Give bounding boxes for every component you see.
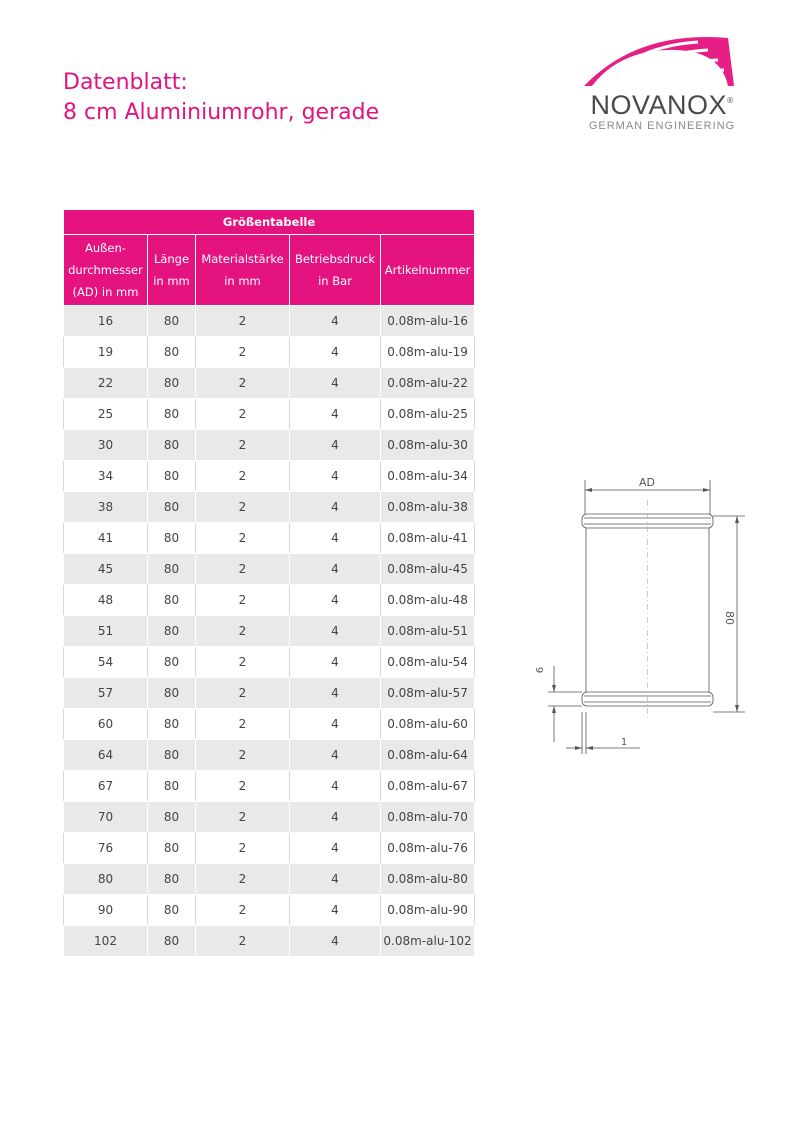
table-cell: 80 bbox=[148, 554, 196, 585]
table-cell: 38 bbox=[64, 492, 148, 523]
document-title bbox=[63, 68, 379, 128]
table-row bbox=[64, 864, 475, 895]
column-header: Außen-durchmesser (AD) in mm bbox=[64, 235, 148, 306]
table-cell: 0.08m-alu-57 bbox=[381, 678, 475, 709]
size-table bbox=[63, 209, 475, 957]
table-cell: 80 bbox=[148, 585, 196, 616]
table-row bbox=[64, 771, 475, 802]
table-cell: 2 bbox=[196, 585, 290, 616]
table-cell: 4 bbox=[290, 461, 381, 492]
dim-label-wall: 1 bbox=[620, 737, 628, 748]
table-row bbox=[64, 306, 475, 337]
table-caption: Größentabelle bbox=[64, 210, 475, 235]
table-row bbox=[64, 368, 475, 399]
table-header-row bbox=[64, 235, 475, 306]
table-cell: 4 bbox=[290, 709, 381, 740]
table-cell: 19 bbox=[64, 337, 148, 368]
table-row bbox=[64, 833, 475, 864]
table-row bbox=[64, 802, 475, 833]
table-cell: 4 bbox=[290, 678, 381, 709]
logo-arcs-icon bbox=[578, 28, 746, 92]
table-cell: 4 bbox=[290, 895, 381, 926]
table-cell: 45 bbox=[64, 554, 148, 585]
table-cell: 80 bbox=[148, 616, 196, 647]
table-row bbox=[64, 430, 475, 461]
column-header: Betriebsdruck in Bar bbox=[290, 235, 381, 306]
table-cell: 0.08m-alu-51 bbox=[381, 616, 475, 647]
column-header: Länge in mm bbox=[148, 235, 196, 306]
table-cell: 0.08m-alu-45 bbox=[381, 554, 475, 585]
column-header: Materialstärke in mm bbox=[196, 235, 290, 306]
table-cell: 0.08m-alu-38 bbox=[381, 492, 475, 523]
table-cell: 2 bbox=[196, 306, 290, 337]
table-cell: 0.08m-alu-16 bbox=[381, 306, 475, 337]
table-cell: 2 bbox=[196, 647, 290, 678]
title-line-1: Datenblatt: bbox=[63, 70, 188, 95]
dim-label-length: 80 bbox=[723, 611, 736, 625]
dim-label-ad: AD bbox=[639, 476, 655, 489]
table-cell: 4 bbox=[290, 554, 381, 585]
table-cell: 4 bbox=[290, 585, 381, 616]
table-cell: 57 bbox=[64, 678, 148, 709]
table-cell: 0.08m-alu-102 bbox=[381, 926, 475, 957]
table-cell: 0.08m-alu-76 bbox=[381, 833, 475, 864]
table-cell: 34 bbox=[64, 461, 148, 492]
table-cell: 2 bbox=[196, 430, 290, 461]
table-cell: 67 bbox=[64, 771, 148, 802]
column-header: Artikelnummer bbox=[381, 235, 475, 306]
table-cell: 2 bbox=[196, 802, 290, 833]
title-line-2: 8 cm Aluminiumrohr, gerade bbox=[63, 100, 380, 125]
table-cell: 0.08m-alu-34 bbox=[381, 461, 475, 492]
table-cell: 80 bbox=[148, 461, 196, 492]
table-cell: 80 bbox=[148, 895, 196, 926]
table-row bbox=[64, 585, 475, 616]
table-cell: 2 bbox=[196, 740, 290, 771]
table-row bbox=[64, 337, 475, 368]
table-row bbox=[64, 492, 475, 523]
table-cell: 4 bbox=[290, 802, 381, 833]
table-cell: 80 bbox=[64, 864, 148, 895]
table-cell: 80 bbox=[148, 833, 196, 864]
table-cell: 4 bbox=[290, 430, 381, 461]
table-cell: 80 bbox=[148, 337, 196, 368]
table-cell: 70 bbox=[64, 802, 148, 833]
table-cell: 4 bbox=[290, 368, 381, 399]
table-cell: 80 bbox=[148, 802, 196, 833]
table-cell: 0.08m-alu-70 bbox=[381, 802, 475, 833]
table-cell: 0.08m-alu-54 bbox=[381, 647, 475, 678]
registered-mark: ® bbox=[727, 96, 734, 105]
table-cell: 4 bbox=[290, 523, 381, 554]
table-cell: 30 bbox=[64, 430, 148, 461]
table-cell: 2 bbox=[196, 895, 290, 926]
table-cell: 2 bbox=[196, 368, 290, 399]
table-cell: 2 bbox=[196, 399, 290, 430]
table-cell: 4 bbox=[290, 399, 381, 430]
table-cell: 102 bbox=[64, 926, 148, 957]
logo-wordmark bbox=[578, 90, 746, 121]
table-cell: 80 bbox=[148, 306, 196, 337]
table-cell: 80 bbox=[148, 492, 196, 523]
table-cell: 80 bbox=[148, 864, 196, 895]
pipe-drawing bbox=[530, 470, 750, 770]
table-cell: 0.08m-alu-67 bbox=[381, 771, 475, 802]
table-body bbox=[64, 306, 475, 957]
table-cell: 48 bbox=[64, 585, 148, 616]
table-cell: 2 bbox=[196, 461, 290, 492]
table-cell: 4 bbox=[290, 926, 381, 957]
table-cell: 80 bbox=[148, 523, 196, 554]
table-row bbox=[64, 554, 475, 585]
table-cell: 2 bbox=[196, 864, 290, 895]
table-cell: 4 bbox=[290, 337, 381, 368]
table-cell: 80 bbox=[148, 926, 196, 957]
table-cell: 0.08m-alu-90 bbox=[381, 895, 475, 926]
table-cell: 80 bbox=[148, 740, 196, 771]
logo-name: NOVANOX bbox=[590, 90, 728, 120]
table-cell: 4 bbox=[290, 647, 381, 678]
table-cell: 2 bbox=[196, 337, 290, 368]
table-cell: 0.08m-alu-41 bbox=[381, 523, 475, 554]
table-cell: 80 bbox=[148, 399, 196, 430]
table-cell: 4 bbox=[290, 833, 381, 864]
table-cell: 2 bbox=[196, 554, 290, 585]
table-row bbox=[64, 616, 475, 647]
table-cell: 4 bbox=[290, 771, 381, 802]
dim-label-bead: 6 bbox=[535, 666, 546, 674]
table-cell: 80 bbox=[148, 368, 196, 399]
table-cell: 80 bbox=[148, 430, 196, 461]
table-row bbox=[64, 895, 475, 926]
table-cell: 2 bbox=[196, 926, 290, 957]
table-cell: 2 bbox=[196, 523, 290, 554]
novanox-logo bbox=[578, 28, 746, 132]
table-cell: 0.08m-alu-64 bbox=[381, 740, 475, 771]
table-cell: 80 bbox=[148, 678, 196, 709]
table-cell: 2 bbox=[196, 833, 290, 864]
logo-tagline: GERMAN ENGINEERING bbox=[588, 120, 736, 132]
table-cell: 54 bbox=[64, 647, 148, 678]
table-cell: 41 bbox=[64, 523, 148, 554]
table-cell: 2 bbox=[196, 678, 290, 709]
table-cell: 0.08m-alu-60 bbox=[381, 709, 475, 740]
table-cell: 2 bbox=[196, 492, 290, 523]
table-cell: 4 bbox=[290, 492, 381, 523]
table-cell: 0.08m-alu-30 bbox=[381, 430, 475, 461]
table-cell: 22 bbox=[64, 368, 148, 399]
table-cell: 4 bbox=[290, 740, 381, 771]
table-cell: 4 bbox=[290, 306, 381, 337]
table-cell: 51 bbox=[64, 616, 148, 647]
table-row bbox=[64, 647, 475, 678]
table-cell: 64 bbox=[64, 740, 148, 771]
table-row bbox=[64, 709, 475, 740]
table-cell: 2 bbox=[196, 771, 290, 802]
table-cell: 0.08m-alu-19 bbox=[381, 337, 475, 368]
table-cell: 80 bbox=[148, 709, 196, 740]
table-cell: 4 bbox=[290, 864, 381, 895]
table-cell: 0.08m-alu-25 bbox=[381, 399, 475, 430]
table-cell: 76 bbox=[64, 833, 148, 864]
table-row bbox=[64, 678, 475, 709]
table-cell: 60 bbox=[64, 709, 148, 740]
table-cell: 25 bbox=[64, 399, 148, 430]
table-cell: 2 bbox=[196, 709, 290, 740]
table-cell: 16 bbox=[64, 306, 148, 337]
table-cell: 0.08m-alu-80 bbox=[381, 864, 475, 895]
table-cell: 90 bbox=[64, 895, 148, 926]
table-cell: 80 bbox=[148, 771, 196, 802]
table-cell: 80 bbox=[148, 647, 196, 678]
table-cell: 0.08m-alu-22 bbox=[381, 368, 475, 399]
table-row bbox=[64, 399, 475, 430]
table-row bbox=[64, 926, 475, 957]
table-cell: 4 bbox=[290, 616, 381, 647]
table-row bbox=[64, 740, 475, 771]
table-row bbox=[64, 461, 475, 492]
table-cell: 2 bbox=[196, 616, 290, 647]
table-row bbox=[64, 523, 475, 554]
table-cell: 0.08m-alu-48 bbox=[381, 585, 475, 616]
